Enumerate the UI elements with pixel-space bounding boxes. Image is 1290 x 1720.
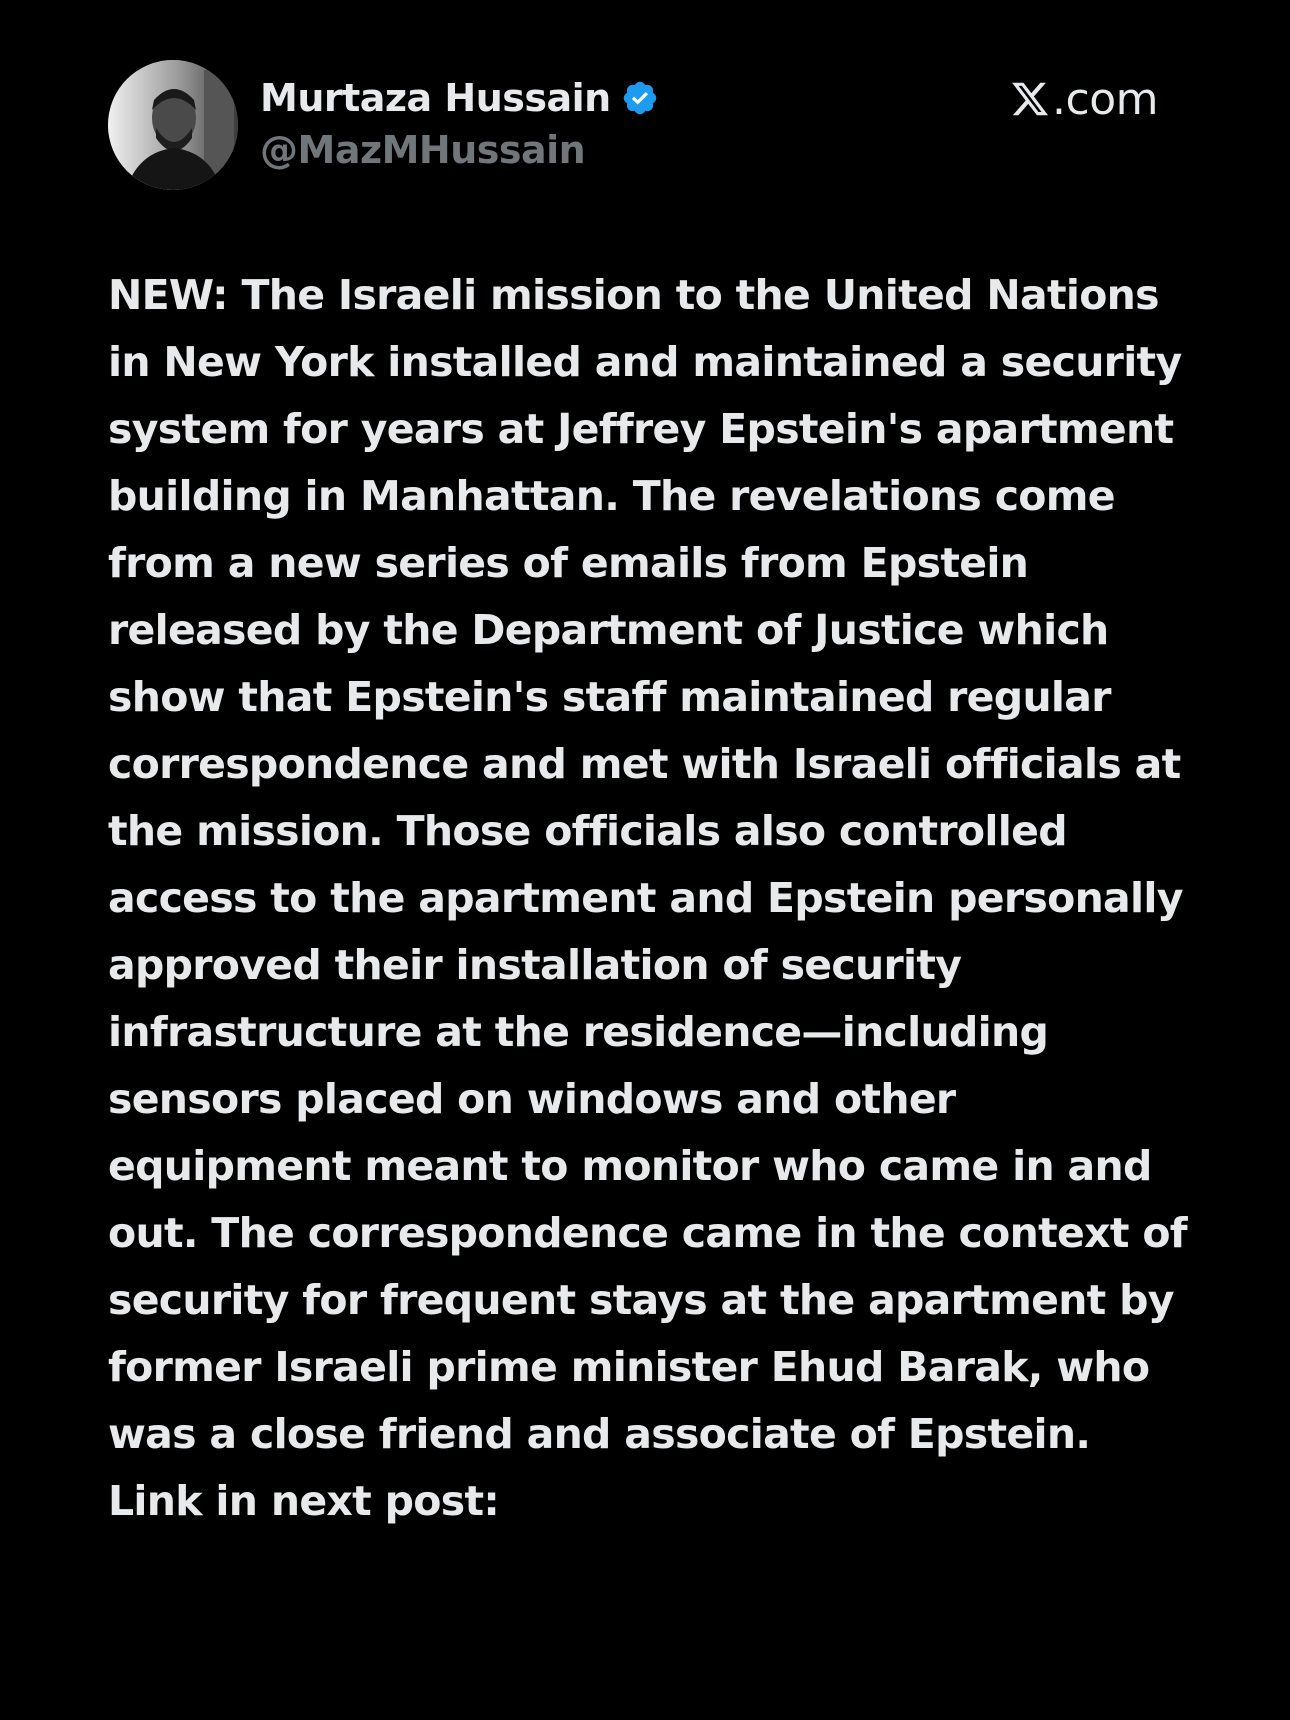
- avatar[interactable]: [108, 60, 238, 190]
- brand-watermark: [1010, 72, 1158, 126]
- avatar-photo: [108, 60, 238, 190]
- author-handle[interactable]: @MazMHussain: [260, 128, 586, 172]
- verified-badge-icon: [621, 79, 659, 117]
- brand-domain-text: .com: [1052, 73, 1158, 125]
- post-body-text: NEW: The Israeli mission to the United Nations in New York installed and maintained a security system for years at Jeffrey Epstein's apartment building in Manhattan. The revelations come from a new series of emails from Epstein released by the Department of Justice which show that Epstein's staff maintained regular correspondence and met with Israeli officials at the mission. Those officials also controlled access to the apartment and Epstein personally approved their installation of security infrastructure at the residence—including sensors placed on windows and other equipment meant to monitor who came in and out. The correspondence came in the context of security for frequent stays at the apartment by former Israeli prime minister Ehud Barak, who was a close friend and associate of Epstein. Link in next post:: [108, 271, 1187, 1525]
- author-name-row: [260, 74, 659, 122]
- author-display-name[interactable]: Murtaza Hussain: [260, 76, 611, 120]
- x-logo-icon: [1010, 79, 1050, 119]
- author-identity: [260, 74, 659, 172]
- post-header: [108, 60, 1158, 192]
